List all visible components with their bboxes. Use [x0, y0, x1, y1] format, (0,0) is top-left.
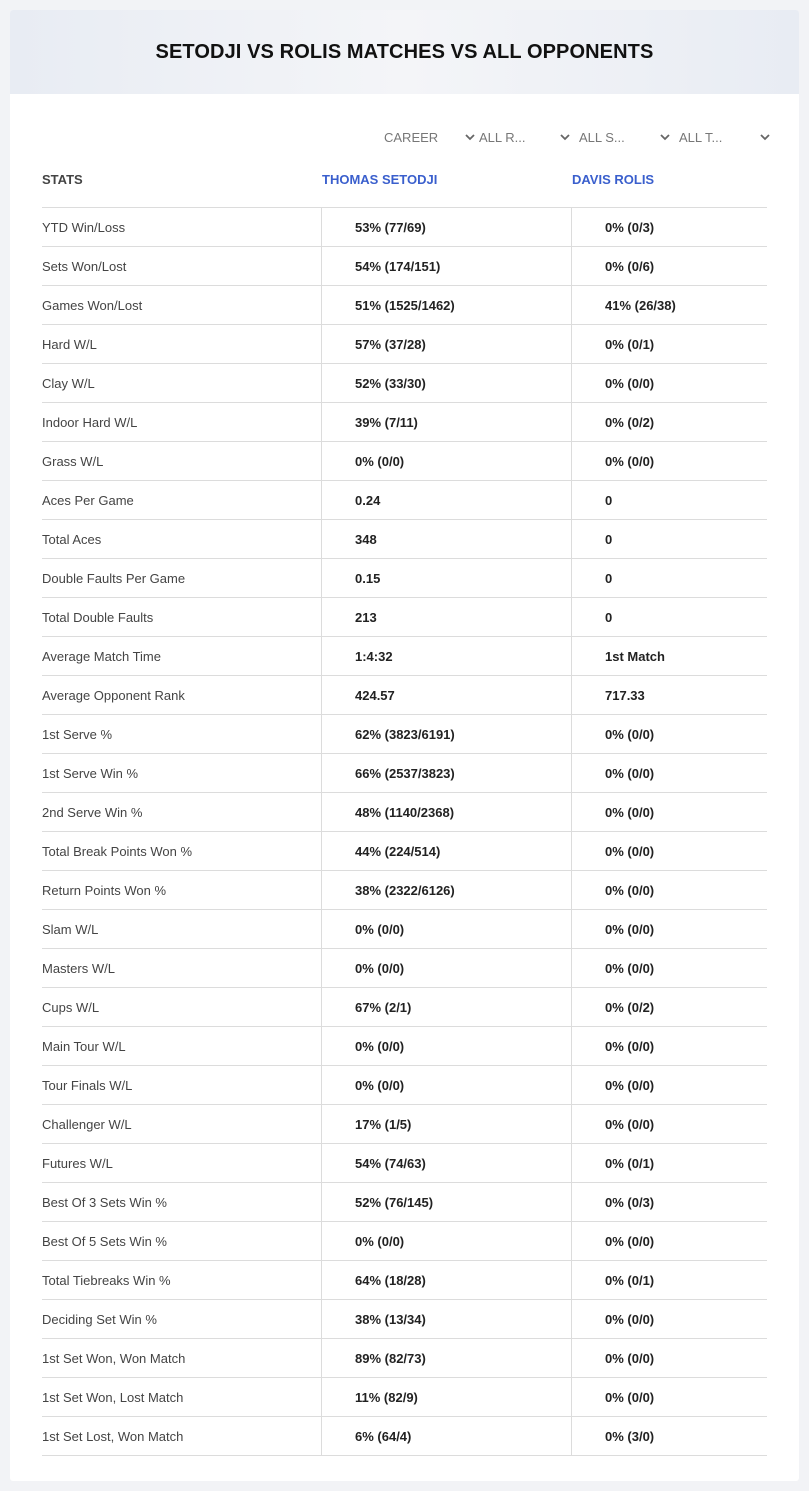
- table-row: [42, 208, 767, 247]
- table-row: [42, 1222, 767, 1261]
- player1-value: 66% (2537/3823): [321, 754, 571, 792]
- stat-label: Hard W/L: [42, 336, 97, 352]
- player1-value: 424.57: [321, 676, 571, 714]
- table-row: [42, 1144, 767, 1183]
- stat-label: Clay W/L: [42, 375, 95, 391]
- player1-value: 11% (82/9): [321, 1378, 571, 1416]
- stat-label: Best Of 3 Sets Win %: [42, 1194, 167, 1210]
- player1-value: 38% (13/34): [321, 1300, 571, 1338]
- chevron-down-icon: [464, 131, 476, 143]
- chevron-down-icon: [759, 131, 771, 143]
- player1-value: 44% (224/514): [321, 832, 571, 870]
- page-title: SETODJI VS ROLIS MATCHES VS ALL OPPONENTS: [155, 40, 654, 63]
- table-row: [42, 1066, 767, 1105]
- player1-value: 213: [321, 598, 571, 636]
- table-row: [42, 1027, 767, 1066]
- player1-value: 6% (64/4): [321, 1417, 571, 1455]
- table-row: [42, 598, 767, 637]
- player1-link[interactable]: THOMAS SETODJI: [322, 172, 438, 187]
- stat-label: Total Double Faults: [42, 609, 154, 625]
- player1-value: 0% (0/0): [321, 1066, 571, 1104]
- player2-value: 0% (0/1): [571, 325, 767, 363]
- table-row: [42, 325, 767, 364]
- player2-value: 0% (0/0): [571, 754, 767, 792]
- filter-period-select[interactable]: [384, 126, 476, 148]
- stats-table: [42, 160, 767, 1456]
- table-row: [42, 793, 767, 832]
- player1-value: 0% (0/0): [321, 442, 571, 480]
- stats-column-header: STATS: [42, 172, 83, 187]
- player1-value: 57% (37/28): [321, 325, 571, 363]
- player1-value: 0.15: [321, 559, 571, 597]
- player2-value: 0: [571, 520, 767, 558]
- filter-tournament-select[interactable]: [679, 126, 771, 148]
- player2-value: 0% (0/2): [571, 988, 767, 1026]
- player2-value: 0% (0/0): [571, 715, 767, 753]
- stat-label: Average Opponent Rank: [42, 687, 185, 703]
- player2-value: 0% (0/0): [571, 364, 767, 402]
- player1-value: 0% (0/0): [321, 910, 571, 948]
- table-header: [42, 160, 767, 208]
- stat-label: Total Aces: [42, 531, 102, 547]
- player2-value: 0% (0/0): [571, 793, 767, 831]
- stat-label: Grass W/L: [42, 453, 104, 469]
- table-row: [42, 910, 767, 949]
- table-row: [42, 1105, 767, 1144]
- player2-value: 0% (0/0): [571, 1222, 767, 1260]
- table-row: [42, 1300, 767, 1339]
- table-row: [42, 949, 767, 988]
- player2-value: 0% (0/3): [571, 1183, 767, 1221]
- player2-value: 0% (0/1): [571, 1261, 767, 1299]
- player1-value: 17% (1/5): [321, 1105, 571, 1143]
- stat-label: Main Tour W/L: [42, 1038, 126, 1054]
- player2-value: 0% (0/0): [571, 832, 767, 870]
- player1-value: 52% (33/30): [321, 364, 571, 402]
- filter-label: CAREER: [384, 129, 439, 145]
- player2-value: 0% (0/0): [571, 1300, 767, 1338]
- player2-value: 0% (0/0): [571, 910, 767, 948]
- table-row: [42, 1378, 767, 1417]
- player2-value: 0% (0/0): [571, 949, 767, 987]
- stat-label: 1st Serve Win %: [42, 765, 139, 781]
- stat-label: Indoor Hard W/L: [42, 414, 138, 430]
- table-row: [42, 559, 767, 598]
- table-row: [42, 637, 767, 676]
- stat-label: Tour Finals W/L: [42, 1077, 133, 1093]
- stat-label: Average Match Time: [42, 648, 161, 664]
- stat-label: Cups W/L: [42, 999, 100, 1015]
- table-row: [42, 442, 767, 481]
- table-row: [42, 676, 767, 715]
- table-row: [42, 481, 767, 520]
- stat-label: Sets Won/Lost: [42, 258, 127, 274]
- player1-value: 0% (0/0): [321, 1222, 571, 1260]
- chevron-down-icon: [659, 131, 671, 143]
- table-row: [42, 715, 767, 754]
- player2-value: 0% (0/0): [571, 1105, 767, 1143]
- filter-label: ALL R...: [479, 129, 526, 145]
- stat-label: Masters W/L: [42, 960, 115, 976]
- player1-value: 0.24: [321, 481, 571, 519]
- player1-value: 348: [321, 520, 571, 558]
- player1-value: 54% (174/151): [321, 247, 571, 285]
- table-row: [42, 1339, 767, 1378]
- stat-label: 1st Serve %: [42, 726, 113, 742]
- filter-surface-select[interactable]: [579, 126, 671, 148]
- player1-value: 39% (7/11): [321, 403, 571, 441]
- table-row: [42, 1261, 767, 1300]
- player2-value: 717.33: [571, 676, 767, 714]
- player1-value: 54% (74/63): [321, 1144, 571, 1182]
- player1-value: 62% (3823/6191): [321, 715, 571, 753]
- player2-value: 0% (0/0): [571, 1066, 767, 1104]
- player1-value: 0% (0/0): [321, 949, 571, 987]
- table-row: [42, 832, 767, 871]
- player1-value: 52% (76/145): [321, 1183, 571, 1221]
- stat-label: Challenger W/L: [42, 1116, 132, 1132]
- table-row: [42, 988, 767, 1027]
- player1-value: 1:4:32: [321, 637, 571, 675]
- filter-label: ALL S...: [579, 129, 625, 145]
- player2-value: 41% (26/38): [571, 286, 767, 324]
- stat-label: Best Of 5 Sets Win %: [42, 1233, 167, 1249]
- player2-value: 0% (0/0): [571, 442, 767, 480]
- player2-value: 0% (0/2): [571, 403, 767, 441]
- player1-value: 53% (77/69): [321, 208, 571, 246]
- player2-value: 0: [571, 559, 767, 597]
- stats-card: [10, 10, 799, 1481]
- table-row: [42, 871, 767, 910]
- table-row: [42, 1183, 767, 1222]
- player2-value: 0% (0/0): [571, 1339, 767, 1377]
- stat-label: Double Faults Per Game: [42, 570, 186, 586]
- player2-value: 0% (0/0): [571, 1027, 767, 1065]
- stat-label: 2nd Serve Win %: [42, 804, 143, 820]
- table-row: [42, 364, 767, 403]
- table-row: [42, 286, 767, 325]
- stat-label: Futures W/L: [42, 1155, 113, 1171]
- player1-value: 0% (0/0): [321, 1027, 571, 1065]
- stat-label: 1st Set Won, Won Match: [42, 1350, 186, 1366]
- player2-value: 0% (0/3): [571, 208, 767, 246]
- player2-value: 0: [571, 598, 767, 636]
- player2-value: 0% (0/0): [571, 1378, 767, 1416]
- stat-label: YTD Win/Loss: [42, 219, 126, 235]
- player1-value: 38% (2322/6126): [321, 871, 571, 909]
- stat-label: Total Break Points Won %: [42, 843, 193, 859]
- player2-value: 1st Match: [571, 637, 767, 675]
- player1-value: 89% (82/73): [321, 1339, 571, 1377]
- table-row: [42, 1417, 767, 1456]
- chevron-down-icon: [559, 131, 571, 143]
- player2-link[interactable]: DAVIS ROLIS: [572, 172, 655, 187]
- stat-label: 1st Set Lost, Won Match: [42, 1428, 184, 1444]
- player2-value: 0% (0/0): [571, 871, 767, 909]
- player1-value: 64% (18/28): [321, 1261, 571, 1299]
- stat-label: Games Won/Lost: [42, 297, 143, 313]
- player2-value: 0: [571, 481, 767, 519]
- stat-label: Slam W/L: [42, 921, 99, 937]
- player2-value: 0% (0/1): [571, 1144, 767, 1182]
- filter-round-select[interactable]: [479, 126, 571, 148]
- stat-label: Return Points Won %: [42, 882, 167, 898]
- table-row: [42, 754, 767, 793]
- player1-value: 67% (2/1): [321, 988, 571, 1026]
- stat-label: Deciding Set Win %: [42, 1311, 157, 1327]
- stat-label: Total Tiebreaks Win %: [42, 1272, 171, 1288]
- card-header: [10, 10, 799, 94]
- table-row: [42, 247, 767, 286]
- stat-label: Aces Per Game: [42, 492, 134, 508]
- table-body: [42, 208, 767, 1456]
- player1-value: 48% (1140/2368): [321, 793, 571, 831]
- player2-value: 0% (0/6): [571, 247, 767, 285]
- filter-label: ALL T...: [679, 129, 723, 145]
- table-row: [42, 520, 767, 559]
- table-row: [42, 403, 767, 442]
- stat-label: 1st Set Won, Lost Match: [42, 1389, 184, 1405]
- player2-value: 0% (3/0): [571, 1417, 767, 1455]
- filter-bar: [10, 126, 799, 148]
- player1-value: 51% (1525/1462): [321, 286, 571, 324]
